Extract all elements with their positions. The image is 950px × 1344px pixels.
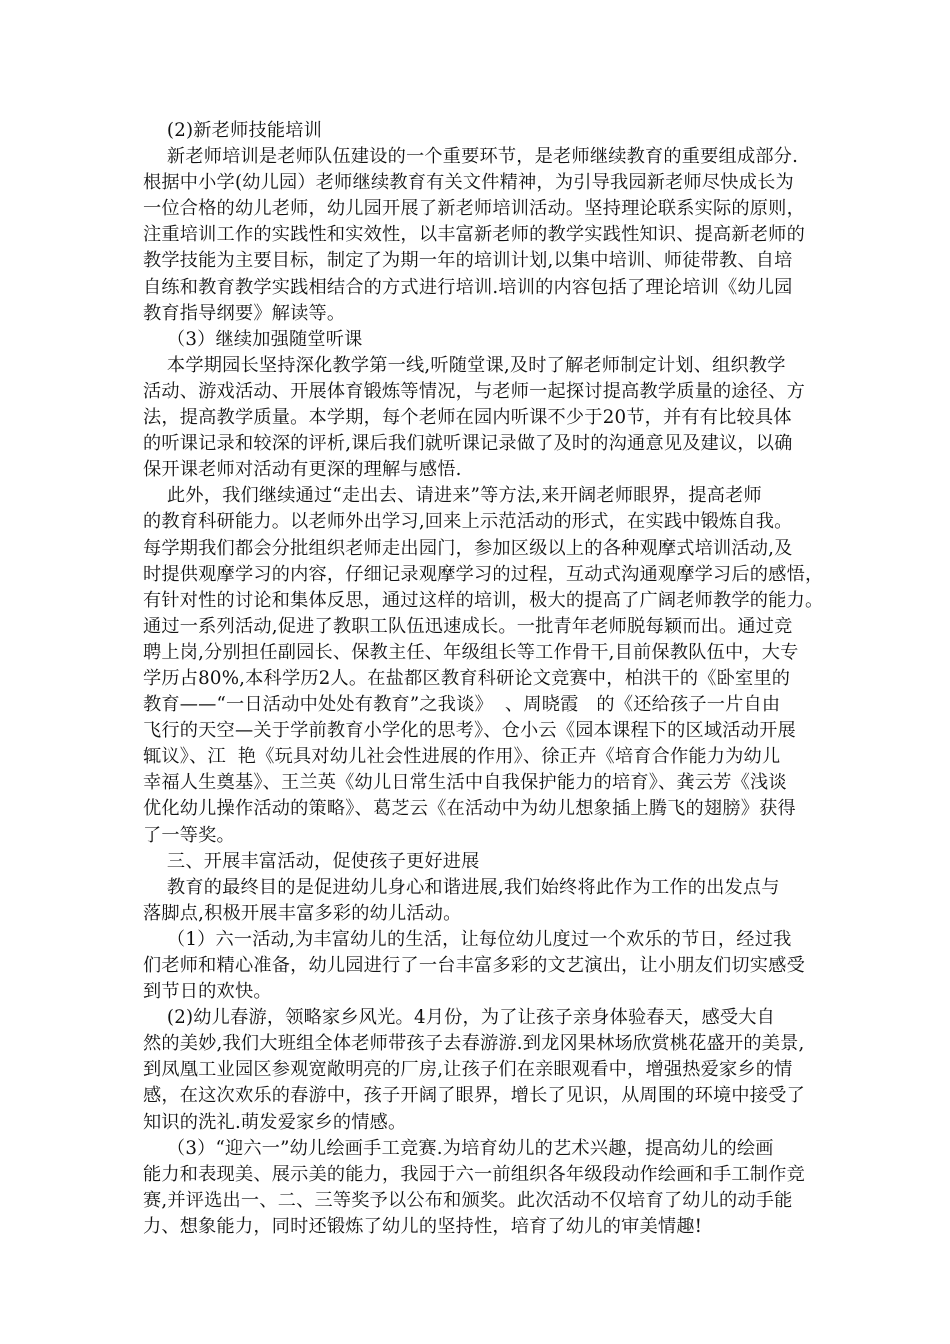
text-line: 教学技能为主要目标，制定了为期一年的培训计划,以集中培训、师徒带教、自培 <box>143 250 793 272</box>
text-line: 们老师和精心准备，幼儿园进行了一台丰富多彩的文艺演出，让小朋友们切实感受 <box>143 955 805 976</box>
text-line: （3）“迎六一”幼儿绘画手工竞赛.为培育幼儿的艺术兴趣，提高幼儿的绘画 <box>143 1137 774 1159</box>
text-line: 有针对性的讨论和集体反思，通过这样的培训，极大的提高了广阔老师教学的能力。 <box>143 589 824 611</box>
text-line: 根据中小学(幼儿园）老师继续教育有关文件精神，为引导我园新老师尽快成长为 <box>143 172 794 194</box>
text-line: 到凤凰工业园区参观宽敞明亮的厂房,让孩子们在亲眼观看中，增强热爱家乡的情 <box>143 1059 793 1081</box>
text-line: 感，在这次欢乐的春游中，孩子开阔了眼界，增长了见识，从周围的环境中接受了 <box>143 1085 805 1107</box>
text-line: 教育——“一日活动中处处有教育”之我谈》 、周晓霞 的《还给孩子一片自由 <box>143 694 781 716</box>
text-line: (2)幼儿春游，领略家乡风光。4月份，为了让孩子亲身体验春天，感受大自 <box>143 1007 776 1029</box>
text-line: (2)新老师技能培训 <box>143 120 323 141</box>
text-line: 优化幼儿操作活动的策略》、葛芝云《在活动中为幼儿想象插上腾飞的翅膀》获得 <box>143 798 796 820</box>
text-line: 教育的最终目的是促进幼儿身心和谐进展,我们始终将此作为工作的出发点与 <box>143 876 780 898</box>
text-line: 的教育科研能力。以老师外出学习,回来上示范活动的形式，在实践中锻炼自我。 <box>143 511 793 533</box>
text-line: 教育指导纲要》解读等。 <box>143 302 346 324</box>
document-body <box>143 118 833 1240</box>
text-line: 三、开展丰富活动，促使孩子更好进展 <box>143 850 480 872</box>
text-line: 飞行的天空—关于学前教育小学化的思考》、仓小云《园本课程下的区域活动开展 <box>143 720 796 742</box>
text-line: 力、想象能力，同时还锻炼了幼儿的坚持性，培育了幼儿的审美情趣! <box>143 1215 703 1237</box>
text-line: 自练和教育教学实践相结合的方式进行培训.培训的内容包括了理论培训《幼儿园 <box>143 276 793 298</box>
text-line: 通过一系列活动,促进了教职工队伍迅速成长。一批青年老师脱每颖而出。通过竞 <box>143 615 793 637</box>
text-line: 知识的洗礼.萌发爱家乡的情感。 <box>143 1111 407 1133</box>
text-line: 本学期园长坚持深化教学第一线,听随堂课,及时了解老师制定计划、组织教学 <box>143 354 786 376</box>
text-line: 聘上岗,分别担任副园长、保教主任、年级组长等工作骨干,目前保教队伍中，大专 <box>143 641 799 663</box>
text-line: 活动、游戏活动、开展体育锻炼等情况，与老师一起探讨提高教学质量的途径、方 <box>143 380 805 402</box>
text-line: 的听课记录和较深的评析,课后我们就听课记录做了及时的沟通意见及建议，以确 <box>143 433 793 455</box>
text-line: 注重培训工作的实践性和实效性，以丰富新老师的教学实践性知识、提高新老师的 <box>143 224 805 246</box>
text-line: 新老师培训是老师队伍建设的一个重要环节，是老师继续教育的重要组成部分. <box>143 146 799 168</box>
text-line: 赛,并评选出一、二、三等奖予以公布和颁奖。此次活动不仅培育了幼儿的动手能 <box>143 1189 793 1211</box>
text-line: 每学期我们都会分批组织老师走出园门，参加区级以上的各种观摩式培训活动,及 <box>143 537 793 559</box>
text-line: 幸福人生奠基》、王兰英《幼儿日常生活中自我保护能力的培育》、龚云芳《浅谈 <box>143 772 787 794</box>
text-line: 能力和表现美、展示美的能力，我园于六一前组织各年级段动作绘画和手工制作竞 <box>143 1163 805 1185</box>
text-line: 法，提高教学质量。本学期，每个老师在园内听课不少于20节，并有有比较具体 <box>143 407 792 429</box>
text-line: 一位合格的幼儿老师，幼儿园开展了新老师培训活动。坚持理论联系实际的原则， <box>143 198 805 220</box>
text-line: 然的美妙,我们大班组全体老师带孩子去春游游.到龙冈果林场欣赏桃花盛开的美景, <box>143 1033 805 1055</box>
text-line: 到节日的欢快。 <box>143 981 272 1003</box>
text-line: 学历占80%,本科学历2人。在盐都区教育科研论文竞赛中，柏洪干的《卧室里的 <box>143 667 791 689</box>
text-line: （3）继续加强随堂听课 <box>143 328 363 350</box>
text-line: 落脚点,积极开展丰富多彩的幼儿活动。 <box>143 902 462 924</box>
text-line: 辄议》、江 艳《玩具对幼儿社会性进展的作用》、徐正卉《培育合作能力为幼儿 <box>143 746 781 768</box>
text-line: （1）六一活动,为丰富幼儿的生活，让每位幼儿度过一个欢乐的节日，经过我 <box>143 928 792 950</box>
text-line: 此外，我们继续通过“走出去、请进来”等方法,来开阔老师眼界，提高老师 <box>143 485 762 507</box>
text-line: 保开课老师对活动有更深的理解与感悟. <box>143 459 462 481</box>
text-line: 了一等奖。 <box>143 824 235 846</box>
text-line: 时提供观摩学习的内容，仔细记录观摩学习的过程，互动式沟通观摩学习后的感悟， <box>143 563 824 585</box>
